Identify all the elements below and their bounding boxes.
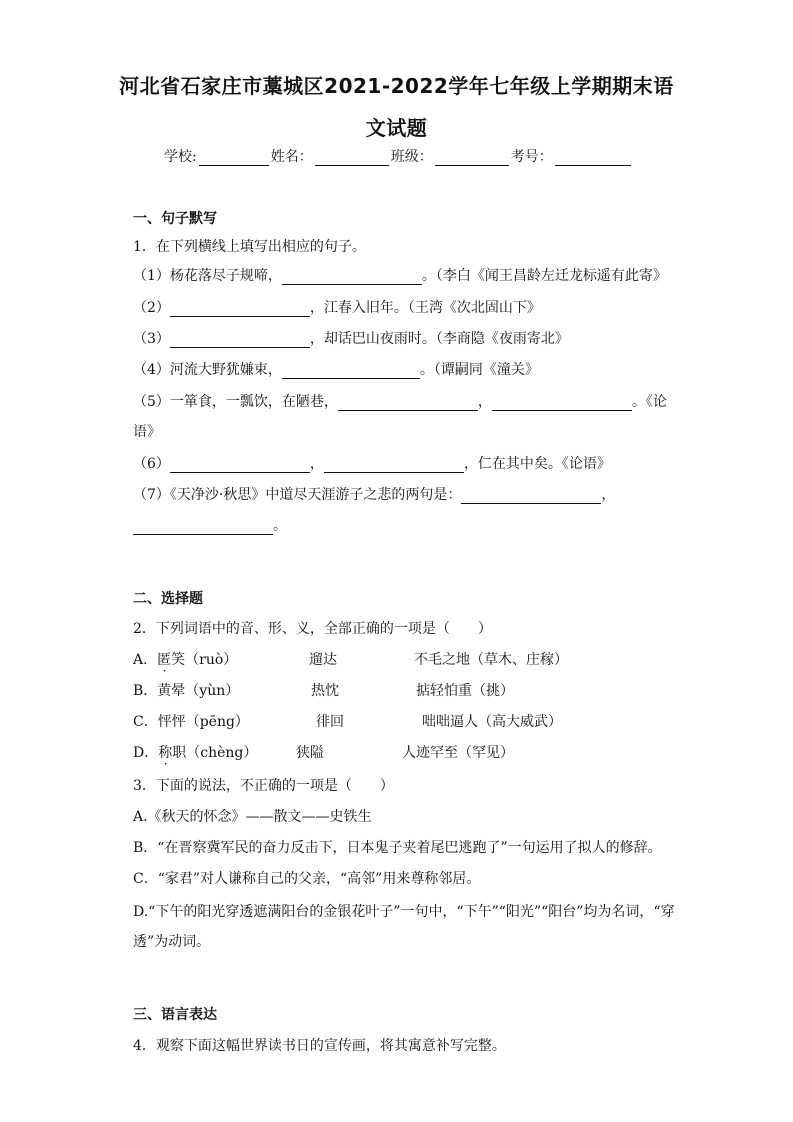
answer-blank[interactable] — [170, 333, 310, 348]
number-label: 考号： — [510, 149, 553, 165]
q1-item-4-text-a: （4）河流大野犹嫌束， — [133, 362, 282, 378]
option-word-1: 职（chèng） — [172, 745, 258, 761]
question-2-stem: 2．下列词语中的音、形、义，全部正确的一项是（ ） — [133, 621, 492, 637]
q3-option-a[interactable]: A.《秋天的怀念》——散文——史铁生 — [133, 809, 372, 825]
q2-option-c-word-2: 徘回 — [316, 714, 344, 730]
q1-item-2-text-a: （2） — [133, 300, 170, 316]
dotted-char: 称 — [158, 745, 173, 761]
q1-item-5-text-a: （5）一箪食，一瓢饮，在陋巷， — [133, 394, 338, 410]
school-label: 学校: — [164, 149, 197, 165]
q1-item-3 — [133, 328, 569, 348]
exam-title-line2: 文试题 — [365, 116, 428, 140]
q3-option-d-cont: 透”为动词。 — [133, 934, 211, 950]
q1-item-7-text-b: ， — [601, 487, 616, 503]
q1-item-5-text-c: 。《论 — [631, 394, 667, 410]
q2-option-a[interactable] — [133, 649, 237, 669]
exam-title-line1: 河北省石家庄市藁城区2021-2022学年七年级上学期期末语 — [119, 74, 674, 98]
section-heading-3: 三、语言表达 — [133, 1007, 217, 1023]
q2-option-b-word-3: 掂轻怕重（挑） — [416, 683, 514, 699]
answer-blank[interactable] — [170, 458, 310, 473]
q1-item-7-text-a: （7）《天净沙·秋思》中道尽天涯游子之悲的两句是： — [133, 487, 462, 503]
q2-option-a-word-2: 遛达 — [309, 652, 337, 668]
q1-item-3-text-b: ，却话巴山夜雨时。（李商隐《夜雨寄北》 — [309, 331, 569, 347]
question-4-stem: 4．观察下面这幅世界读书日的宣传画，将其寓意补写完整。 — [133, 1038, 506, 1054]
q3-option-b[interactable]: B．“在晋察冀军民的奋力反击下，日本鬼子夹着尾巴逃跑了”一句运用了拟人的修辞。 — [133, 840, 662, 856]
q1-item-3-text-a: （3） — [133, 331, 170, 347]
q2-option-b[interactable]: B．黄晕（yùn） — [133, 683, 240, 699]
option-letter: D． — [133, 745, 159, 761]
dotted-char: 匿 — [157, 652, 172, 668]
class-label: 班级： — [390, 149, 433, 165]
answer-blank[interactable] — [282, 270, 422, 285]
q1-item-1 — [133, 265, 667, 285]
q1-item-5 — [133, 391, 667, 411]
option-letter: A． — [133, 652, 158, 668]
q1-item-6-text-b: ， — [309, 456, 324, 472]
answer-blank[interactable] — [133, 520, 273, 535]
section-heading-1: 一、句子默写 — [133, 211, 217, 227]
school-blank[interactable] — [199, 151, 269, 166]
section-heading-2: 二、选择题 — [133, 591, 203, 607]
q1-item-7-text-c: 。 — [273, 518, 287, 534]
q1-item-4 — [133, 359, 539, 379]
answer-blank[interactable] — [338, 396, 478, 411]
question-3-stem: 3．下面的说法，不正确的一项是（ ） — [133, 778, 394, 794]
answer-blank[interactable] — [492, 396, 632, 411]
q2-option-c[interactable]: C．怦怦（pēng） — [133, 714, 249, 730]
q1-item-2-text-b: ，江春入旧年。（王湾《次北固山下》 — [309, 300, 541, 316]
q2-option-d-word-2: 狭隘 — [296, 745, 324, 761]
option-word-1: 笑（ruò） — [171, 652, 238, 668]
number-blank[interactable] — [555, 151, 631, 166]
q1-item-1-text-a: （1）杨花落尽子规啼， — [133, 268, 282, 284]
answer-blank[interactable] — [170, 302, 310, 317]
q1-item-6-text-c: ，仁在其中矣。《论语》 — [463, 456, 611, 472]
q2-option-a-word-3: 不毛之地（草木、庄稼） — [414, 652, 568, 668]
name-blank[interactable] — [315, 151, 389, 166]
q1-item-4-text-b: 。（谭嗣同《潼关》 — [419, 362, 539, 378]
q1-item-5-text-b: ， — [477, 394, 492, 410]
q1-item-2 — [133, 297, 541, 317]
question-1-stem: 1．在下列横线上填写出相应的句子。 — [133, 239, 366, 255]
q2-option-d-word-3: 人迹罕至（罕见） — [402, 745, 514, 761]
answer-blank[interactable] — [461, 489, 601, 504]
name-label: 姓名： — [270, 149, 313, 165]
q3-option-c[interactable]: C．“家君”对人谦称自己的父亲，“高邻”用来尊称邻居。 — [133, 871, 481, 887]
q1-item-5-cont: 语》 — [133, 424, 161, 440]
q1-item-1-text-b: 。（李白《闻王昌龄左迁龙标遥有此寄》 — [421, 268, 667, 284]
q1-item-7 — [133, 484, 615, 504]
student-info-row — [164, 146, 633, 166]
q1-item-6 — [133, 453, 611, 473]
q2-option-d[interactable] — [133, 742, 257, 762]
q1-item-7-cont — [133, 515, 287, 535]
q2-option-b-word-2: 热忱 — [311, 683, 339, 699]
answer-blank[interactable] — [324, 458, 464, 473]
q1-item-6-text-a: （6） — [133, 456, 170, 472]
answer-blank[interactable] — [282, 364, 420, 379]
q3-option-d[interactable]: D.“下午的阳光穿透遮满阳台的金银花叶子”一句中，“下午”“阳光”“阳台”均为名词，“穿 — [133, 904, 675, 920]
class-blank[interactable] — [435, 151, 509, 166]
q2-option-c-word-3: 咄咄逼人（高大威武） — [422, 714, 562, 730]
